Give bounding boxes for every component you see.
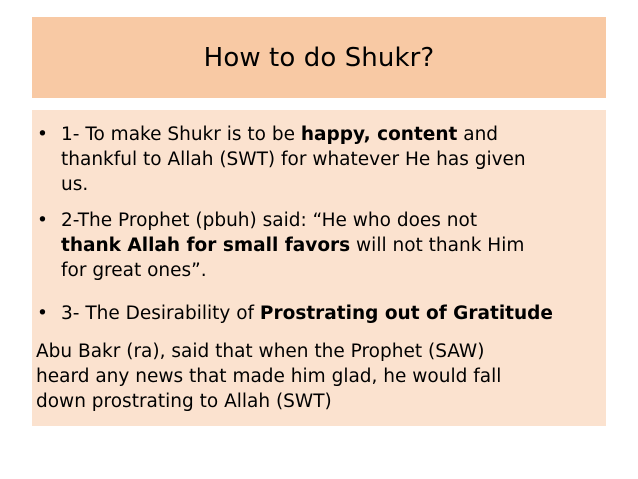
title-banner (32, 17, 606, 98)
bullet-1-line-1 (61, 122, 498, 147)
bullet-2-line-2 (61, 233, 524, 258)
bullet-marker: • (37, 303, 48, 324)
content-panel (32, 110, 606, 426)
paragraph-line-1: Abu Bakr (ra), said that when the Prophet (SAW) (36, 341, 485, 362)
text-run: us. (61, 174, 89, 195)
bullet-1-line-3 (61, 172, 88, 197)
text-run: thankful to Allah (SWT) for whatever He has given (61, 149, 526, 170)
text-run: and (457, 124, 499, 145)
bullet-marker: • (37, 124, 48, 145)
text-run: 3- The Desirability of (61, 303, 260, 324)
slide-title: How to do Shukr? (203, 42, 435, 73)
paragraph-line-2: heard any news that made him glad, he would fall (36, 366, 502, 387)
bullet-2-line-3 (61, 258, 207, 283)
emphasis-text: Prostrating out of Gratitude (259, 303, 553, 324)
paragraph-line-3: down prostrating to Allah (SWT) (36, 391, 332, 412)
text-run: 2-The Prophet (pbuh) said: “He who does not (61, 210, 478, 231)
emphasis-text: happy, content (300, 124, 458, 145)
text-run: for great ones”. (61, 260, 207, 281)
text-run: will not thank Him (350, 235, 525, 256)
text-run: 1- To make Shukr is to be (61, 124, 301, 145)
bullet-3-line-1 (61, 301, 553, 326)
bullet-1-line-2 (61, 147, 526, 172)
emphasis-text: thank Allah for small favors (61, 235, 351, 256)
bullet-2-line-1 (61, 208, 477, 233)
bullet-marker: • (37, 210, 48, 231)
